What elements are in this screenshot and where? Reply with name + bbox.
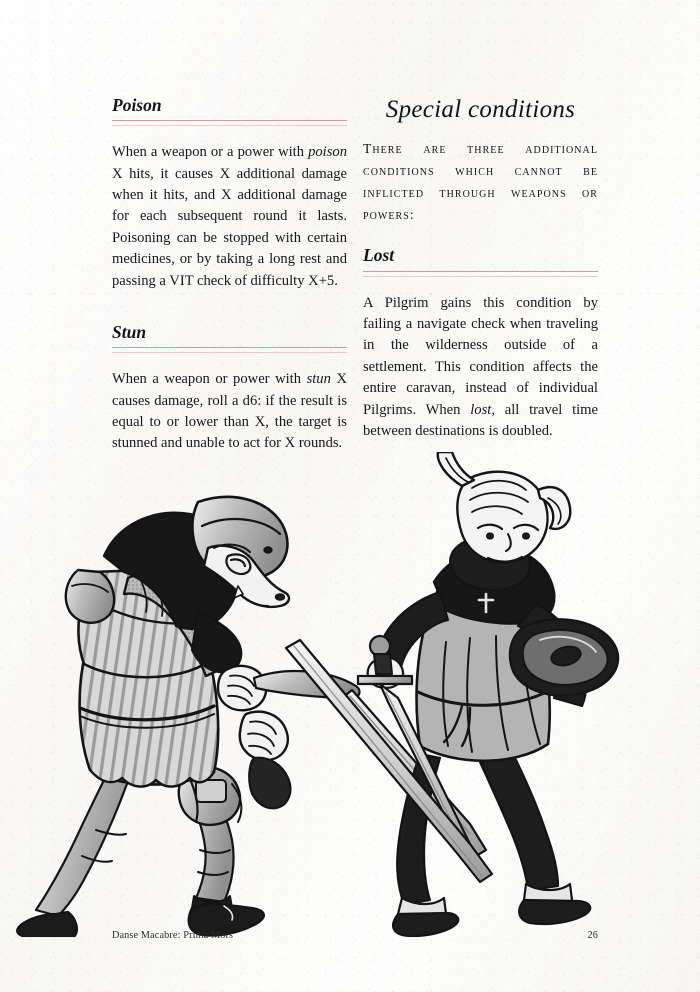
paragraph-stun: [112, 369, 347, 455]
section-intro: There are three additional conditions which cannot be inflicted through weapons or powers:: [363, 140, 598, 223]
lost-keyword: lost: [470, 401, 492, 418]
buckler-shield: [510, 619, 618, 695]
armored-knight-figure: [17, 497, 290, 937]
subheading-lost: Lost: [363, 245, 395, 266]
column-spacer: [112, 309, 347, 323]
page-footer: [112, 930, 598, 941]
poison-text-after: X hits, it causes X additional damage when it hits, and X additional damage for each subsequent round it lasts. Poisoning can be stopped with certain medicines, or by taking a long rest and passing a VIT check of difficulty X+5.: [112, 165, 347, 289]
right-column: [363, 96, 598, 455]
footer-page-number: 26: [587, 930, 598, 941]
paragraph-lost: [363, 293, 598, 443]
lost-text-after: , all travel time between destinations is doubled.: [363, 401, 599, 439]
text-columns: [112, 96, 598, 455]
poison-text-before: When a weapon or a power with: [112, 144, 309, 161]
lost-text-before: A Pilgrim gains this condition by failing a navigate check when traveling in the wilderness outside of a settlement. This condition affects the entire caravan, instead of individual Pilgrims. When: [363, 294, 598, 418]
stun-keyword: stun: [306, 371, 331, 388]
heading-rule-lost: [363, 271, 598, 277]
subheading-stun: Stun: [112, 321, 147, 342]
heading-rule-stun: [112, 347, 347, 353]
stun-text-before: When a weapon or power with: [112, 371, 307, 388]
paragraph-poison: [112, 142, 347, 292]
duel-illustration-svg: [0, 452, 700, 937]
duel-illustration: [0, 452, 700, 937]
footer-book-title: Danse Macabre: Prima Mors: [112, 930, 234, 941]
subheading-poison: Poison: [112, 95, 162, 115]
section-title: Special conditions: [385, 96, 576, 123]
poison-keyword: poison: [308, 144, 347, 161]
heading-rule-poison: [112, 120, 347, 126]
stun-text-after: X causes damage, roll a d6: if the result is equal to or lower than X, the target is stunned and unable to act for X rounds.: [112, 371, 347, 452]
left-column: [112, 96, 347, 455]
horned-pilgrim-figure: [368, 452, 618, 936]
